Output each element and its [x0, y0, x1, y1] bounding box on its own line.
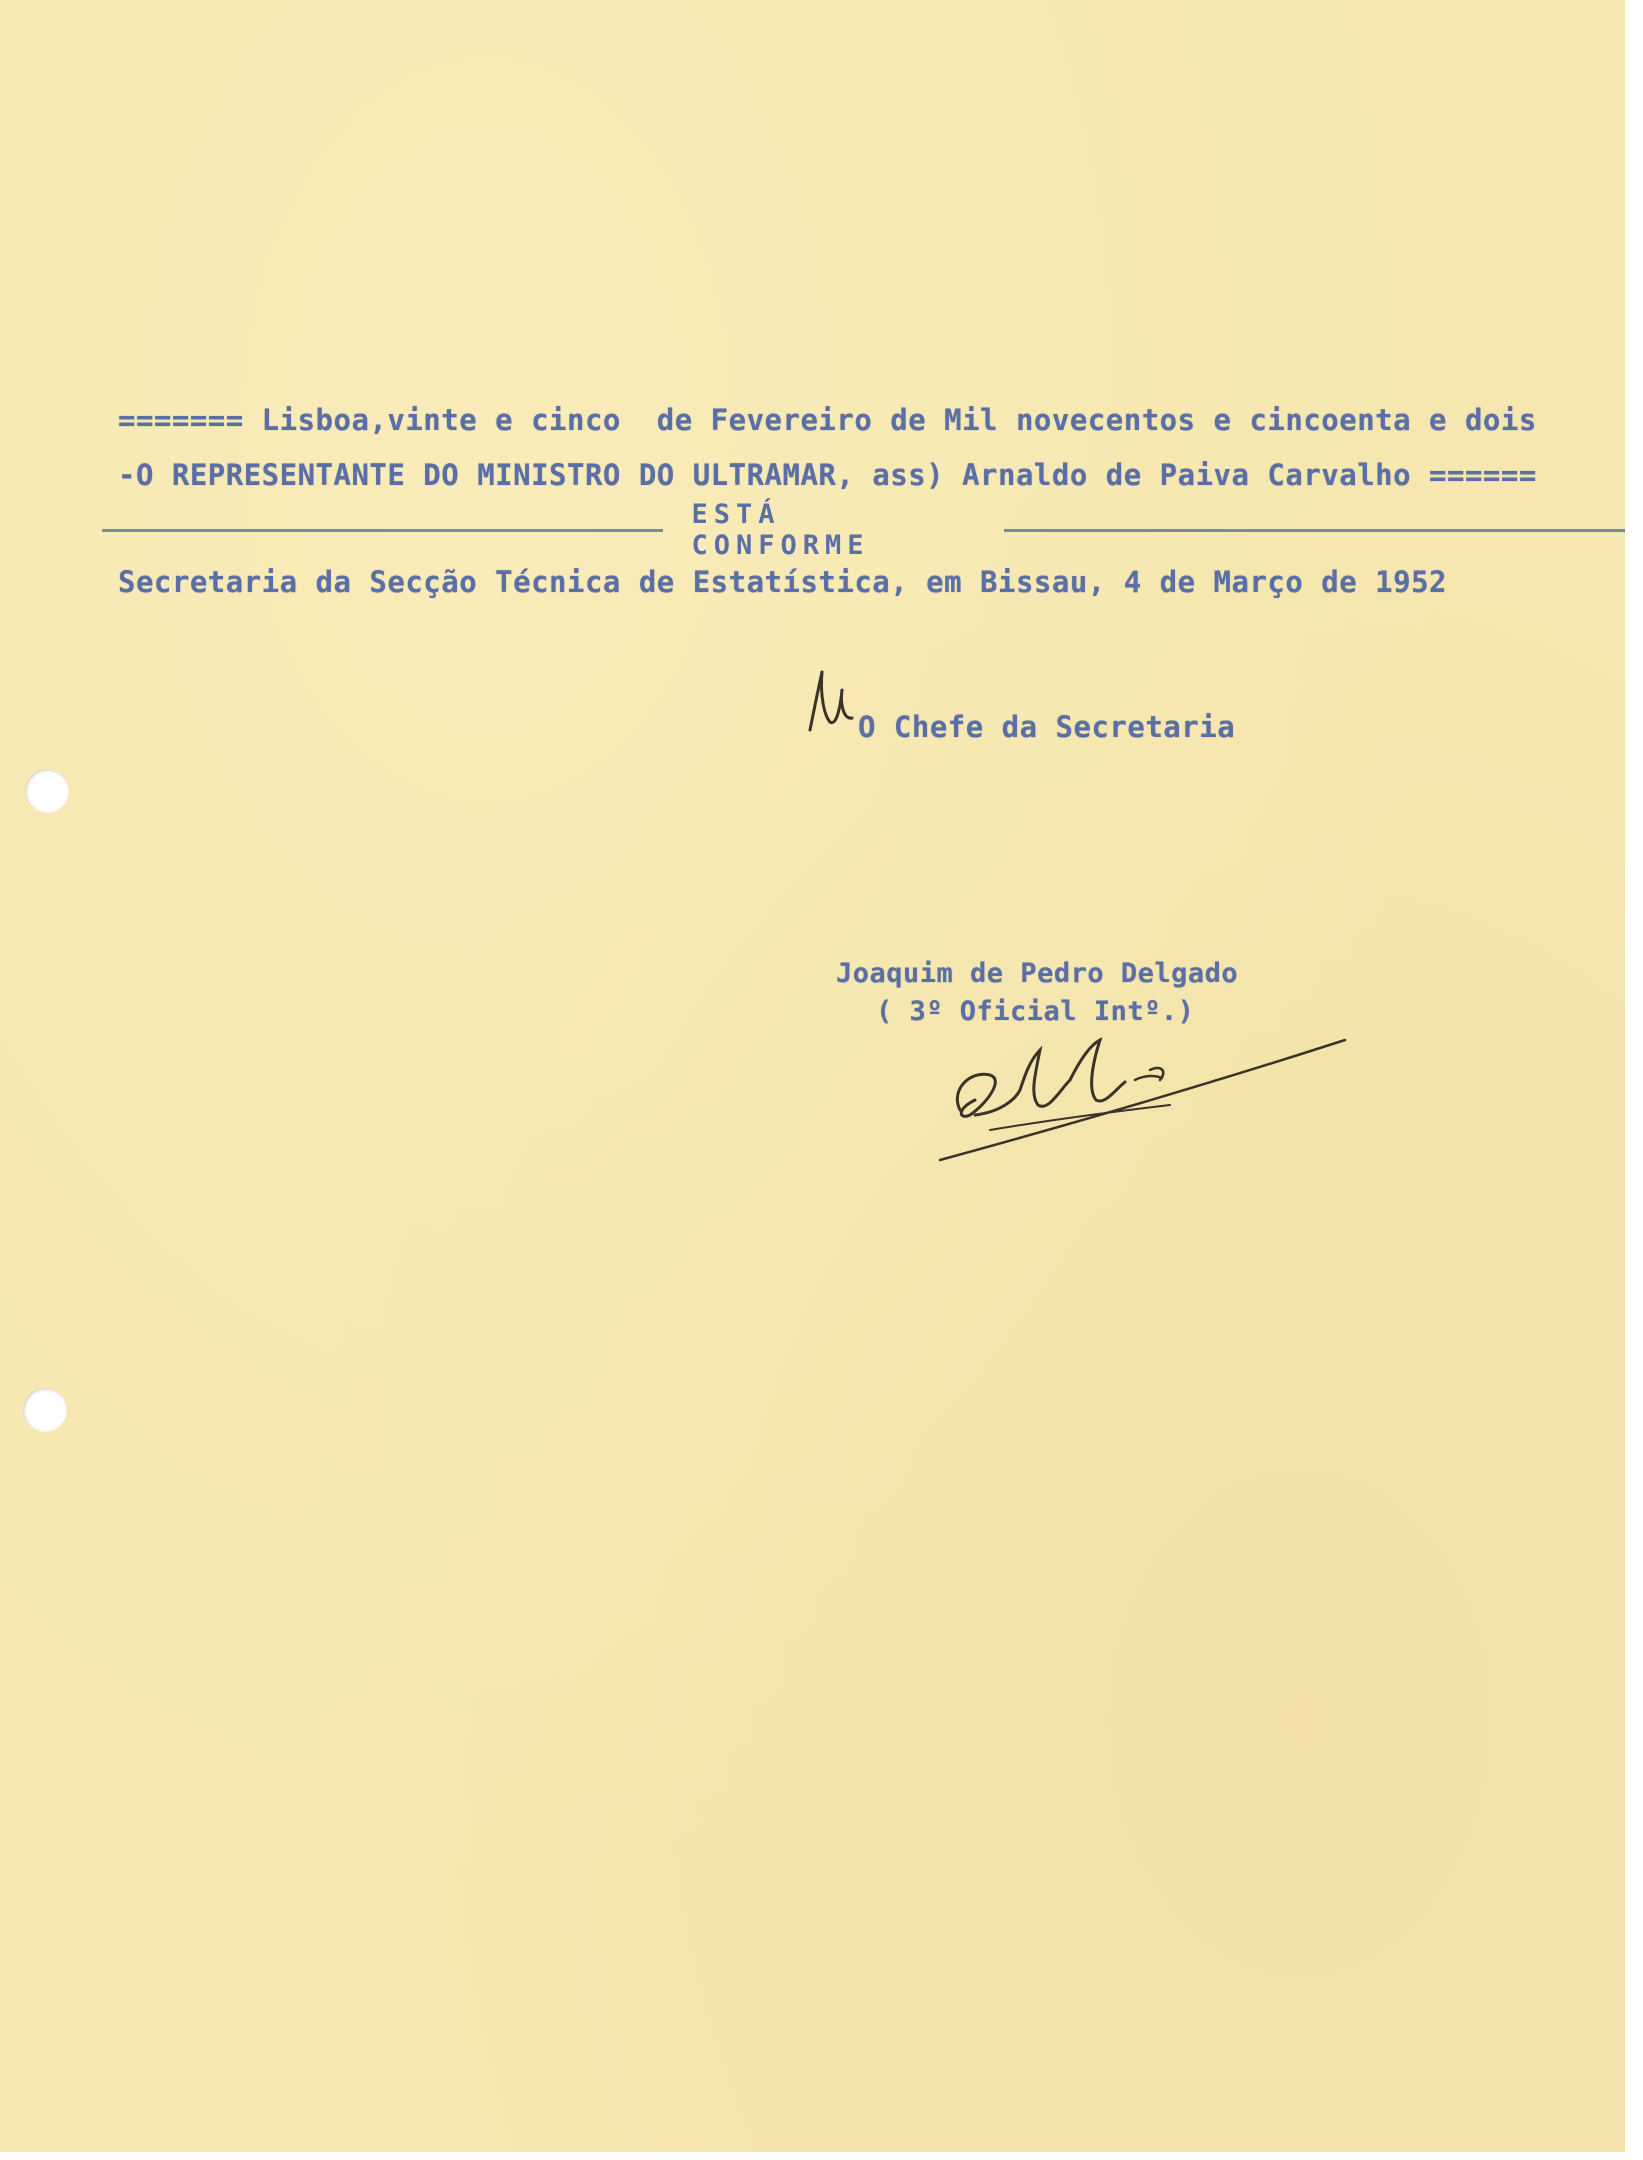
scan-background-edge [1625, 0, 1643, 2160]
conforme-rule-right [1004, 529, 1625, 532]
handwritten-signature [930, 1020, 1350, 1170]
signatory-name: Joaquim de Pedro Delgado [836, 958, 1239, 989]
chefe-label: O Chefe da Secretaria [858, 710, 1236, 744]
conforme-label: ESTÁ CONFORME [691, 499, 870, 561]
signatory-title: ( 3º Oficial Intº.) [876, 996, 1195, 1027]
punch-hole-top [25, 769, 69, 813]
dateline-lisboa: ======= Lisboa,vinte e cinco de Fevereiro de Mil novecentos e cincoenta e dois [118, 403, 1537, 437]
punch-hole-bottom [23, 1388, 67, 1432]
conforme-line [102, 499, 1625, 561]
conforme-rule-left [102, 529, 663, 532]
handwritten-initials [800, 660, 860, 740]
secretaria-dateline: Secretaria da Secção Técnica de Estatística, em Bissau, 4 de Março de 1952 [118, 565, 1448, 599]
representative-line: -O REPRESENTANTE DO MINISTRO DO ULTRAMAR, ass) Arnaldo de Paiva Carvalho ====== [118, 458, 1537, 492]
